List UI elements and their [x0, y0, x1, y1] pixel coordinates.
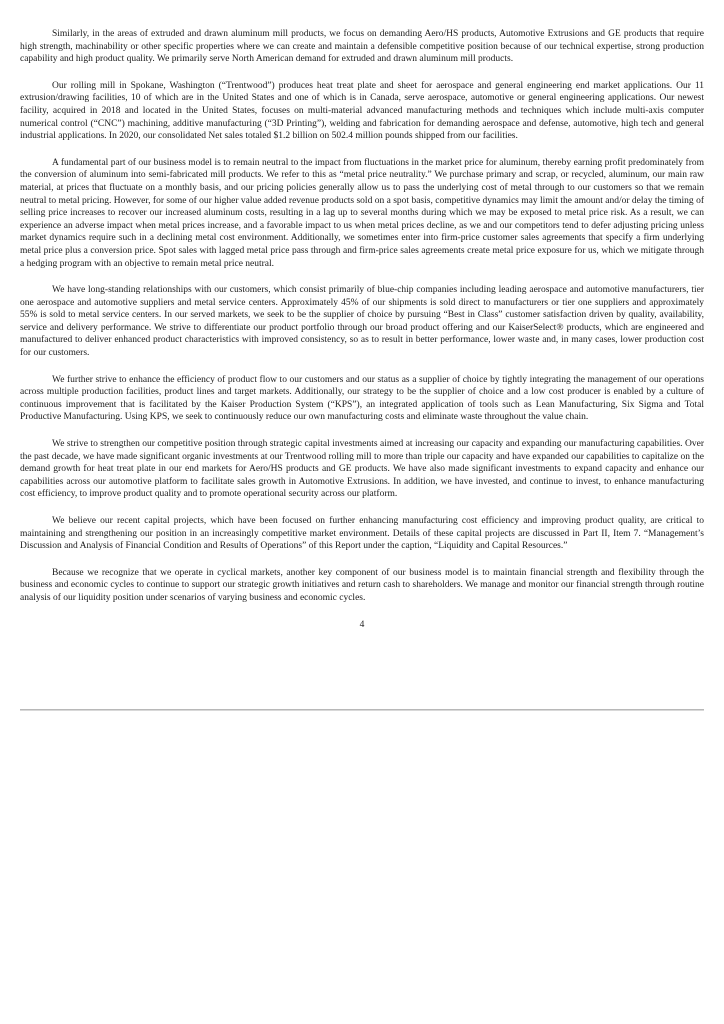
page-divider [20, 709, 704, 710]
paragraph-product-flow-efficiency: We further strive to enhance the efficiency of product flow to our customers and our status as a supplier of choice by tightly integrating the management of our operations across multiple production facilities, product lines and target markets. Additionally, our strategy to be the supplier of choice and a low cost producer is enabled by a culture of continuous improvement that is facilitated by the Kaiser Production System (“KPS”), an integrated application of tools such as Lean Manufacturing, Six Sigma and Total Productive Manufacturing. Using KPS, we seek to continuously reduce our own manufacturing costs and eliminate waste throughout the value chain. [20, 374, 704, 423]
paragraph-customer-relationships: We have long-standing relationships with our customers, which consist primarily of blue-chip companies including leading aerospace and automotive manufacturers, tier one aerospace and automotive suppliers and metal service centers. Approximately 45% of our shipments is sold direct to manufacturers or tier one suppliers and approximately 55% is sold to metal service centers. In our served markets, we seek to be the supplier of choice by pursuing “Best in Class” customer satisfaction driven by quality, availability, service and delivery performance. We strive to differentiate our product portfolio through our broad product offering and our KaiserSelect® products, which are engineered and manufactured to deliver enhanced product characteristics with improved consistency, so as to result in better performance, lower waste and, in many cases, lower production cost for our customers. [20, 285, 704, 359]
paragraph-metal-price-neutrality: A fundamental part of our business model is to remain neutral to the impact from fluctuations in the market price for aluminum, thereby earning profit predominately from the conversion of aluminum into semi-fabricated mill products. We refer to this as “metal price neutrality.” We purchase primary and scrap, or recycled, aluminum, our main raw material, at prices that fluctuate on a monthly basis, and our pricing policies generally allow us to pass the underlying cost of metal through to our customers so that we remain neutral to metal pricing. However, for some of our higher value added revenue products sold on a spot basis, competitive dynamics may limit the amount and/or delay the timing of selling price increases to recover our increased aluminum costs, resulting in a lag up to several months during which we may be exposed to metal price risk. As a result, we can experience an adverse impact when metal prices increase, and a favorable impact to us when metal prices decline, as we and our competitors tend to defer adjusting pricing unless market dynamics require such in a declining metal cost environment. Additionally, we sometimes enter into firm-price customer sales agreements that specify a firm underlying metal price plus a conversion price. Spot sales with lagged metal price pass through and firm-price sales agreements create metal price exposure for us, which we mitigate through a hedging program with an objective to remain metal price neutral. [20, 157, 704, 269]
paragraph-capital-investments: We strive to strengthen our competitive position through strategic capital investments aimed at increasing our capacity and expanding our manufacturing capabilities. Over the past decade, we have made significant organic investments at our Trentwood rolling mill to more than triple our capacity and have expanded our capabilities to capitalize on the demand growth for heat treat plate in our end markets for Aero/HS products and GE products. We have also made significant investments to expand capacity and enhance our capabilities across our automotive platform to facilitate sales growth in Automotive Extrusions. In addition, we have invested, and continue to invest, to enhance manufacturing cost efficiency, to improve product quality and to promote operational security across our platform. [20, 439, 704, 500]
paragraph-extruded-drawn-products: Similarly, in the areas of extruded and drawn aluminum mill products, we focus on demanding Aero/HS products, Automotive Extrusions and GE products that require high strength, machinability or other specific properties where we can create and maintain a defensible competitive position because of our technical expertise, strong production capability and high product quality. We primarily serve North American demand for extruded and drawn aluminum mill products. [20, 29, 704, 65]
page-number: 4 [359, 619, 365, 630]
paragraph-rolling-mill-facilities: Our rolling mill in Spokane, Washington (“Trentwood”) produces heat treat plate and sheet for aerospace and general engineering end market applications. Our 11 extrusion/drawing facilities, 10 of which are in the United States and one of which is in Canada, serve aerospace, automotive or general engineering applications. Our newest facility, acquired in 2018 and located in the United States, focuses on multi-material advanced manufacturing methods and techniques which include multi-axis computer numerical control (“CNC”) machining, additive manufacturing (“3D Printing”), welding and fabrication for demanding aerospace and defense, automotive, high tech and general industrial applications. In 2020, our consolidated Net sales totaled $1.2 billion on 502.4 million pounds shipped from our facilities. [20, 80, 704, 142]
document-page [20, 28, 704, 631]
paragraph-financial-strength: Because we recognize that we operate in cyclical markets, another key component of our business model is to maintain financial strength and flexibility through the business and economic cycles to continue to support our strategic growth initiatives and return cash to shareholders. We manage and monitor our financial strength through routine analysis of our liquidity position under scenarios of varying business and economic cycles. [20, 567, 704, 603]
paragraph-capital-projects: We believe our recent capital projects, which have been focused on further enhancing manufacturing cost efficiency and improving product quality, are critical to maintaining and strengthening our position in an increasingly competitive market environment. Details of these capital projects are discussed in Part II, Item 7. “Management’s Discussion and Analysis of Financial Condition and Results of Operations” of this Report under the caption, “Liquidity and Capital Resources.” [20, 516, 704, 552]
